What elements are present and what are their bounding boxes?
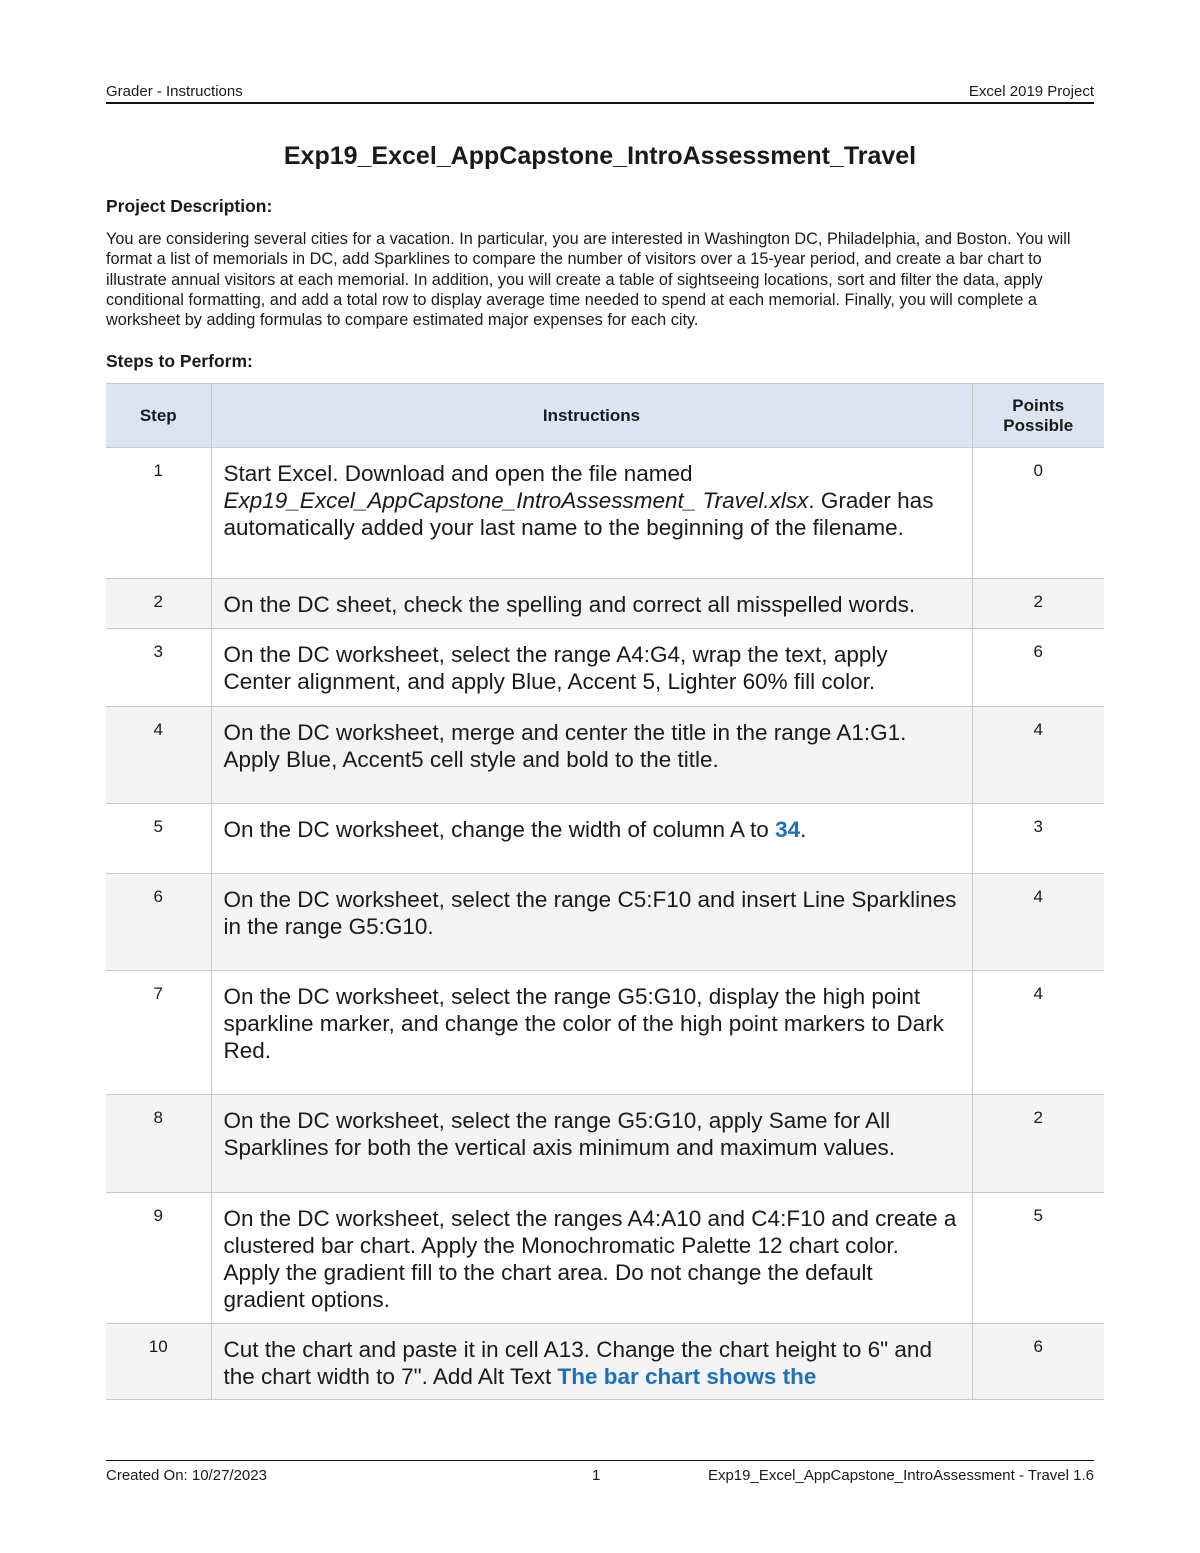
step-instruction: On the DC worksheet, select the range G5:G10, display the high point sparkline marker, and change the color of the high point markers to Dark Red. xyxy=(211,971,972,1095)
step-instruction: On the DC worksheet, select the range G5:G10, apply Same for All Sparklines for both the vertical axis minimum and maximum values. xyxy=(211,1095,972,1193)
footer-document-name: Exp19_Excel_AppCapstone_IntroAssessment - Travel 1.6 xyxy=(707,1467,1094,1484)
project-description-text: You are considering several cities for a vacation. In particular, you are interested in Washington DC, Philadelphia, and Boston. You will format a list of memorials in DC, add Sparklines to compare the number of visitors over a 15-year period, and create a bar chart to illustrate annual visitors at each memorial. In addition, you will create a table of sightseeing locations, sort and filter the data, apply conditional formatting, and add a total row to display average time needed to spend at each memorial. Finally, you will complete a worksheet by adding formulas to compare estimated major expenses for each city. xyxy=(106,230,1071,330)
step-instruction: On the DC worksheet, merge and center the title in the range A1:G1. Apply Blue, Accent5 cell style and bold to the title. xyxy=(211,707,972,804)
table-row xyxy=(106,874,1104,971)
header-right-label: Excel 2019 Project xyxy=(968,83,1094,100)
header-points xyxy=(972,384,1104,448)
step-number: 10 xyxy=(106,1324,211,1400)
table-row xyxy=(106,629,1104,707)
step-number: 5 xyxy=(106,804,211,874)
table-row xyxy=(106,448,1104,579)
step-points: 4 xyxy=(972,971,1104,1095)
instruction-text: Start Excel. Download and open the file named xyxy=(223,461,693,486)
project-description-heading: Project Description: xyxy=(106,196,273,216)
step-points: 5 xyxy=(972,1193,1104,1324)
step-points: 2 xyxy=(972,579,1104,629)
step-instruction: On the DC worksheet, select the range C5:F10 and insert Line Sparklines in the range G5:G10. xyxy=(211,874,972,971)
steps-table xyxy=(106,383,1104,1400)
instruction-text: Cut the chart and paste it in cell A13. Change the chart height to 6" and the chart width to 7". Add Alt Text xyxy=(223,1337,932,1389)
step-instruction xyxy=(211,804,972,874)
step-points: 4 xyxy=(972,707,1104,804)
steps-heading: Steps to Perform: xyxy=(106,351,253,371)
table-header-row xyxy=(106,384,1104,448)
step-number: 9 xyxy=(106,1193,211,1324)
step-instruction: On the DC worksheet, select the range A4:G4, wrap the text, apply Center alignment, and apply Blue, Accent 5, Lighter 60% fill color. xyxy=(211,629,972,707)
footer-page-number: 1 xyxy=(592,1467,601,1484)
step-points: 0 xyxy=(972,448,1104,579)
step-points: 6 xyxy=(972,629,1104,707)
instruction-text: On the DC worksheet, change the width of column A to xyxy=(223,817,776,842)
document-title: Exp19_Excel_AppCapstone_IntroAssessment_Travel xyxy=(283,142,917,170)
step-number: 8 xyxy=(106,1095,211,1193)
table-row xyxy=(106,1324,1104,1400)
page-header xyxy=(106,82,1094,104)
step-instruction xyxy=(211,448,972,579)
step-points: 3 xyxy=(972,804,1104,874)
step-number: 6 xyxy=(106,874,211,971)
header-step: Step xyxy=(106,384,211,448)
table-row xyxy=(106,707,1104,804)
step-instruction: On the DC sheet, check the spelling and correct all misspelled words. xyxy=(211,579,972,629)
table-row xyxy=(106,579,1104,629)
file-name: Exp19_Excel_AppCapstone_IntroAssessment_ Travel.xlsx xyxy=(223,488,809,513)
step-points: 2 xyxy=(972,1095,1104,1193)
header-points-line2: Possible xyxy=(1003,415,1074,435)
footer-created-date: Created On: 10/27/2023 xyxy=(106,1467,267,1484)
step-instruction xyxy=(211,1324,972,1400)
table-row xyxy=(106,1193,1104,1324)
header-points-line1: Points xyxy=(1012,395,1065,415)
instruction-text: . xyxy=(800,817,807,842)
header-instructions: Instructions xyxy=(211,384,972,448)
step-points: 6 xyxy=(972,1324,1104,1400)
page-footer xyxy=(106,1460,1094,1485)
alt-text-value: The bar chart shows the xyxy=(557,1364,817,1389)
instruction-text: . Grader has automatically added your last name to the beginning of the filename. xyxy=(223,488,934,540)
step-number: 7 xyxy=(106,971,211,1095)
table-row xyxy=(106,1095,1104,1193)
step-points: 4 xyxy=(972,874,1104,971)
highlighted-value: 34 xyxy=(775,817,801,842)
step-number: 3 xyxy=(106,629,211,707)
step-instruction: On the DC worksheet, select the ranges A4:A10 and C4:F10 and create a clustered bar chart. Apply the Monochromatic Palette 12 chart color. Apply the gradient fill to the chart area. Do not change the default gradient options. xyxy=(211,1193,972,1324)
step-number: 2 xyxy=(106,579,211,629)
table-row xyxy=(106,971,1104,1095)
step-number: 1 xyxy=(106,448,211,579)
table-row xyxy=(106,804,1104,874)
step-number: 4 xyxy=(106,707,211,804)
header-left-label: Grader - Instructions xyxy=(106,83,243,100)
